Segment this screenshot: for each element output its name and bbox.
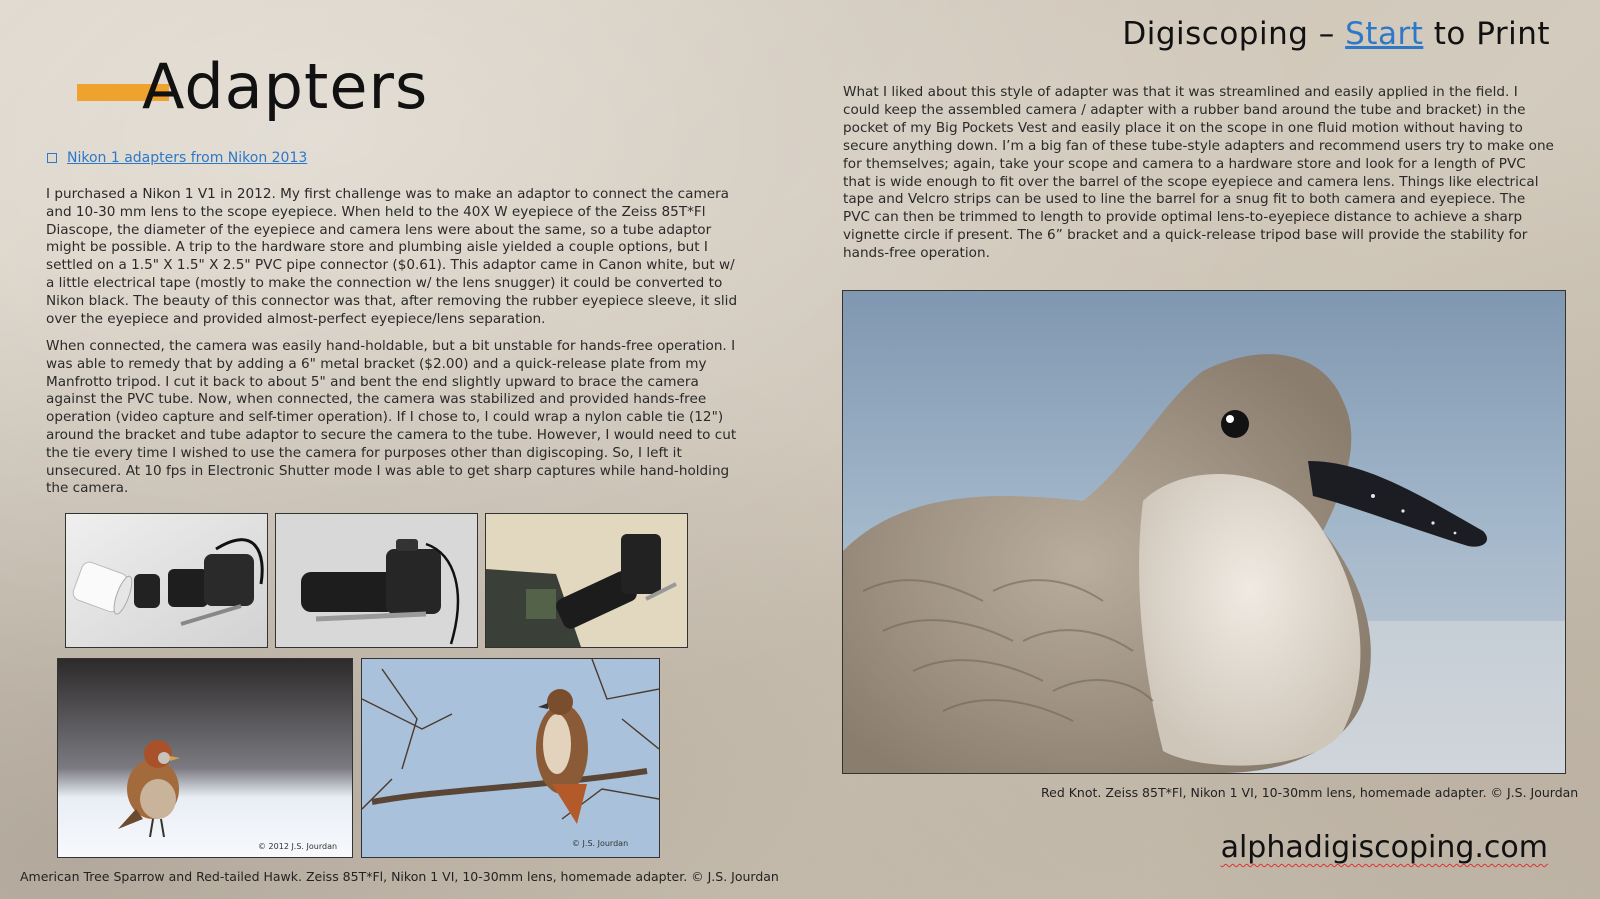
start-link[interactable]: Start [1345,16,1424,52]
nikon-adapters-link[interactable]: Nikon 1 adapters from Nikon 2013 [67,150,308,166]
red-knot-photo [842,290,1566,774]
page-title: Adapters [142,50,429,123]
left-paragraph-1: I purchased a Nikon 1 V1 in 2012. My first challenge was to make an adaptor to connect the camera and 10-30 mm lens to the scope eyepiece. When held to the 40X W eyepiece of the Zeiss 85T*Fl Diascope, the diameter of the eyepiece and camera lens were about the same, so a tube adaptor might be possible. A trip to the hardware store and plumbing aisle yielded a couple options, but I settled on a 1.5" X 1.5" X 2.5" PVC pipe connector ($0.61). This adaptor came in Canon white, but w/ a little electrical tape (mostly to make the connection w/ the lens snugger) it could be converted to Nikon black. The beauty of this connector was that, after removing the rubber eyepiece sleeve, it slid over the eyepiece and provided almost-perfect eyepiece/lens separation. [46,186,738,327]
red-tailed-hawk-photo [361,658,660,858]
main-photo-caption: Red Knot. Zeiss 85T*Fl, Nikon 1 VI, 10-30mm lens, homemade adapter. © J.S. Jourdan [1041,785,1579,800]
hawk-watermark: © J.S. Jourdan [572,839,629,848]
sparrow-watermark: © 2012 J.S. Jourdan [258,842,338,851]
american-tree-sparrow-photo [57,658,353,858]
bullet-item [47,150,307,166]
header-title-before: Digiscoping – [1122,16,1346,52]
square-bullet-icon [47,153,57,163]
scope-mounted-photo [485,513,688,648]
assembled-camera-photo [275,513,478,648]
bottom-photos-caption: American Tree Sparrow and Red-tailed Hawk. Zeiss 85T*Fl, Nikon 1 VI, 10-30mm lens, homemade adapter. © J.S. Jourdan [20,869,779,884]
adapter-parts-photo [65,513,268,648]
header-title [1122,16,1550,52]
header-title-after: to Print [1423,16,1550,52]
right-paragraph: What I liked about this style of adapter was that it was streamlined and easily applied in the field. I could keep the assembled camera / adapter with a rubber band around the tube and bracket) in the pocket of my Big Pockets Vest and easily place it on the scope in one fluid motion without having to secure anything down. I’m a big fan of these tube-style adapters and recommend users try to make one for themselves; again, take your scope and camera to a hardware store and look for a length of PVC that is wide enough to fit over the barrel of the scope eyepiece and camera lens. Things like electrical tape and Velcro strips can be used to line the barrel for a snug fit to both camera and eyepiece. The PVC can then be trimmed to length to provide optimal lens-to-eyepiece distance to achieve a sharp vignette circle if present. The 6” bracket and a quick-release tripod base will provide the stability for hands-free operation. [843,84,1554,262]
site-url[interactable]: alphadigiscoping.com [1220,830,1548,865]
left-paragraph-2: When connected, the camera was easily hand-holdable, but a bit unstable for hands-free operation. I was able to remedy that by adding a 6" metal bracket ($2.00) and a quick-release plate from my Manfrotto tripod. I cut it back to about 5" and bent the end slightly upward to brace the camera against the PVC tube. Now, when connected, the camera was stabilized and provided hands-free operation (video capture and self-timer operation). If I chose to, I could wrap a nylon cable tie (12") around the bracket and tube adaptor to secure the camera to the tube. However, I would need to cut the tie every time I wished to use the camera for purposes other than digiscoping. So, I left it unsecured. At 10 fps in Electronic Shutter mode I was able to get sharp captures while hand-holding the camera. [46,338,737,497]
